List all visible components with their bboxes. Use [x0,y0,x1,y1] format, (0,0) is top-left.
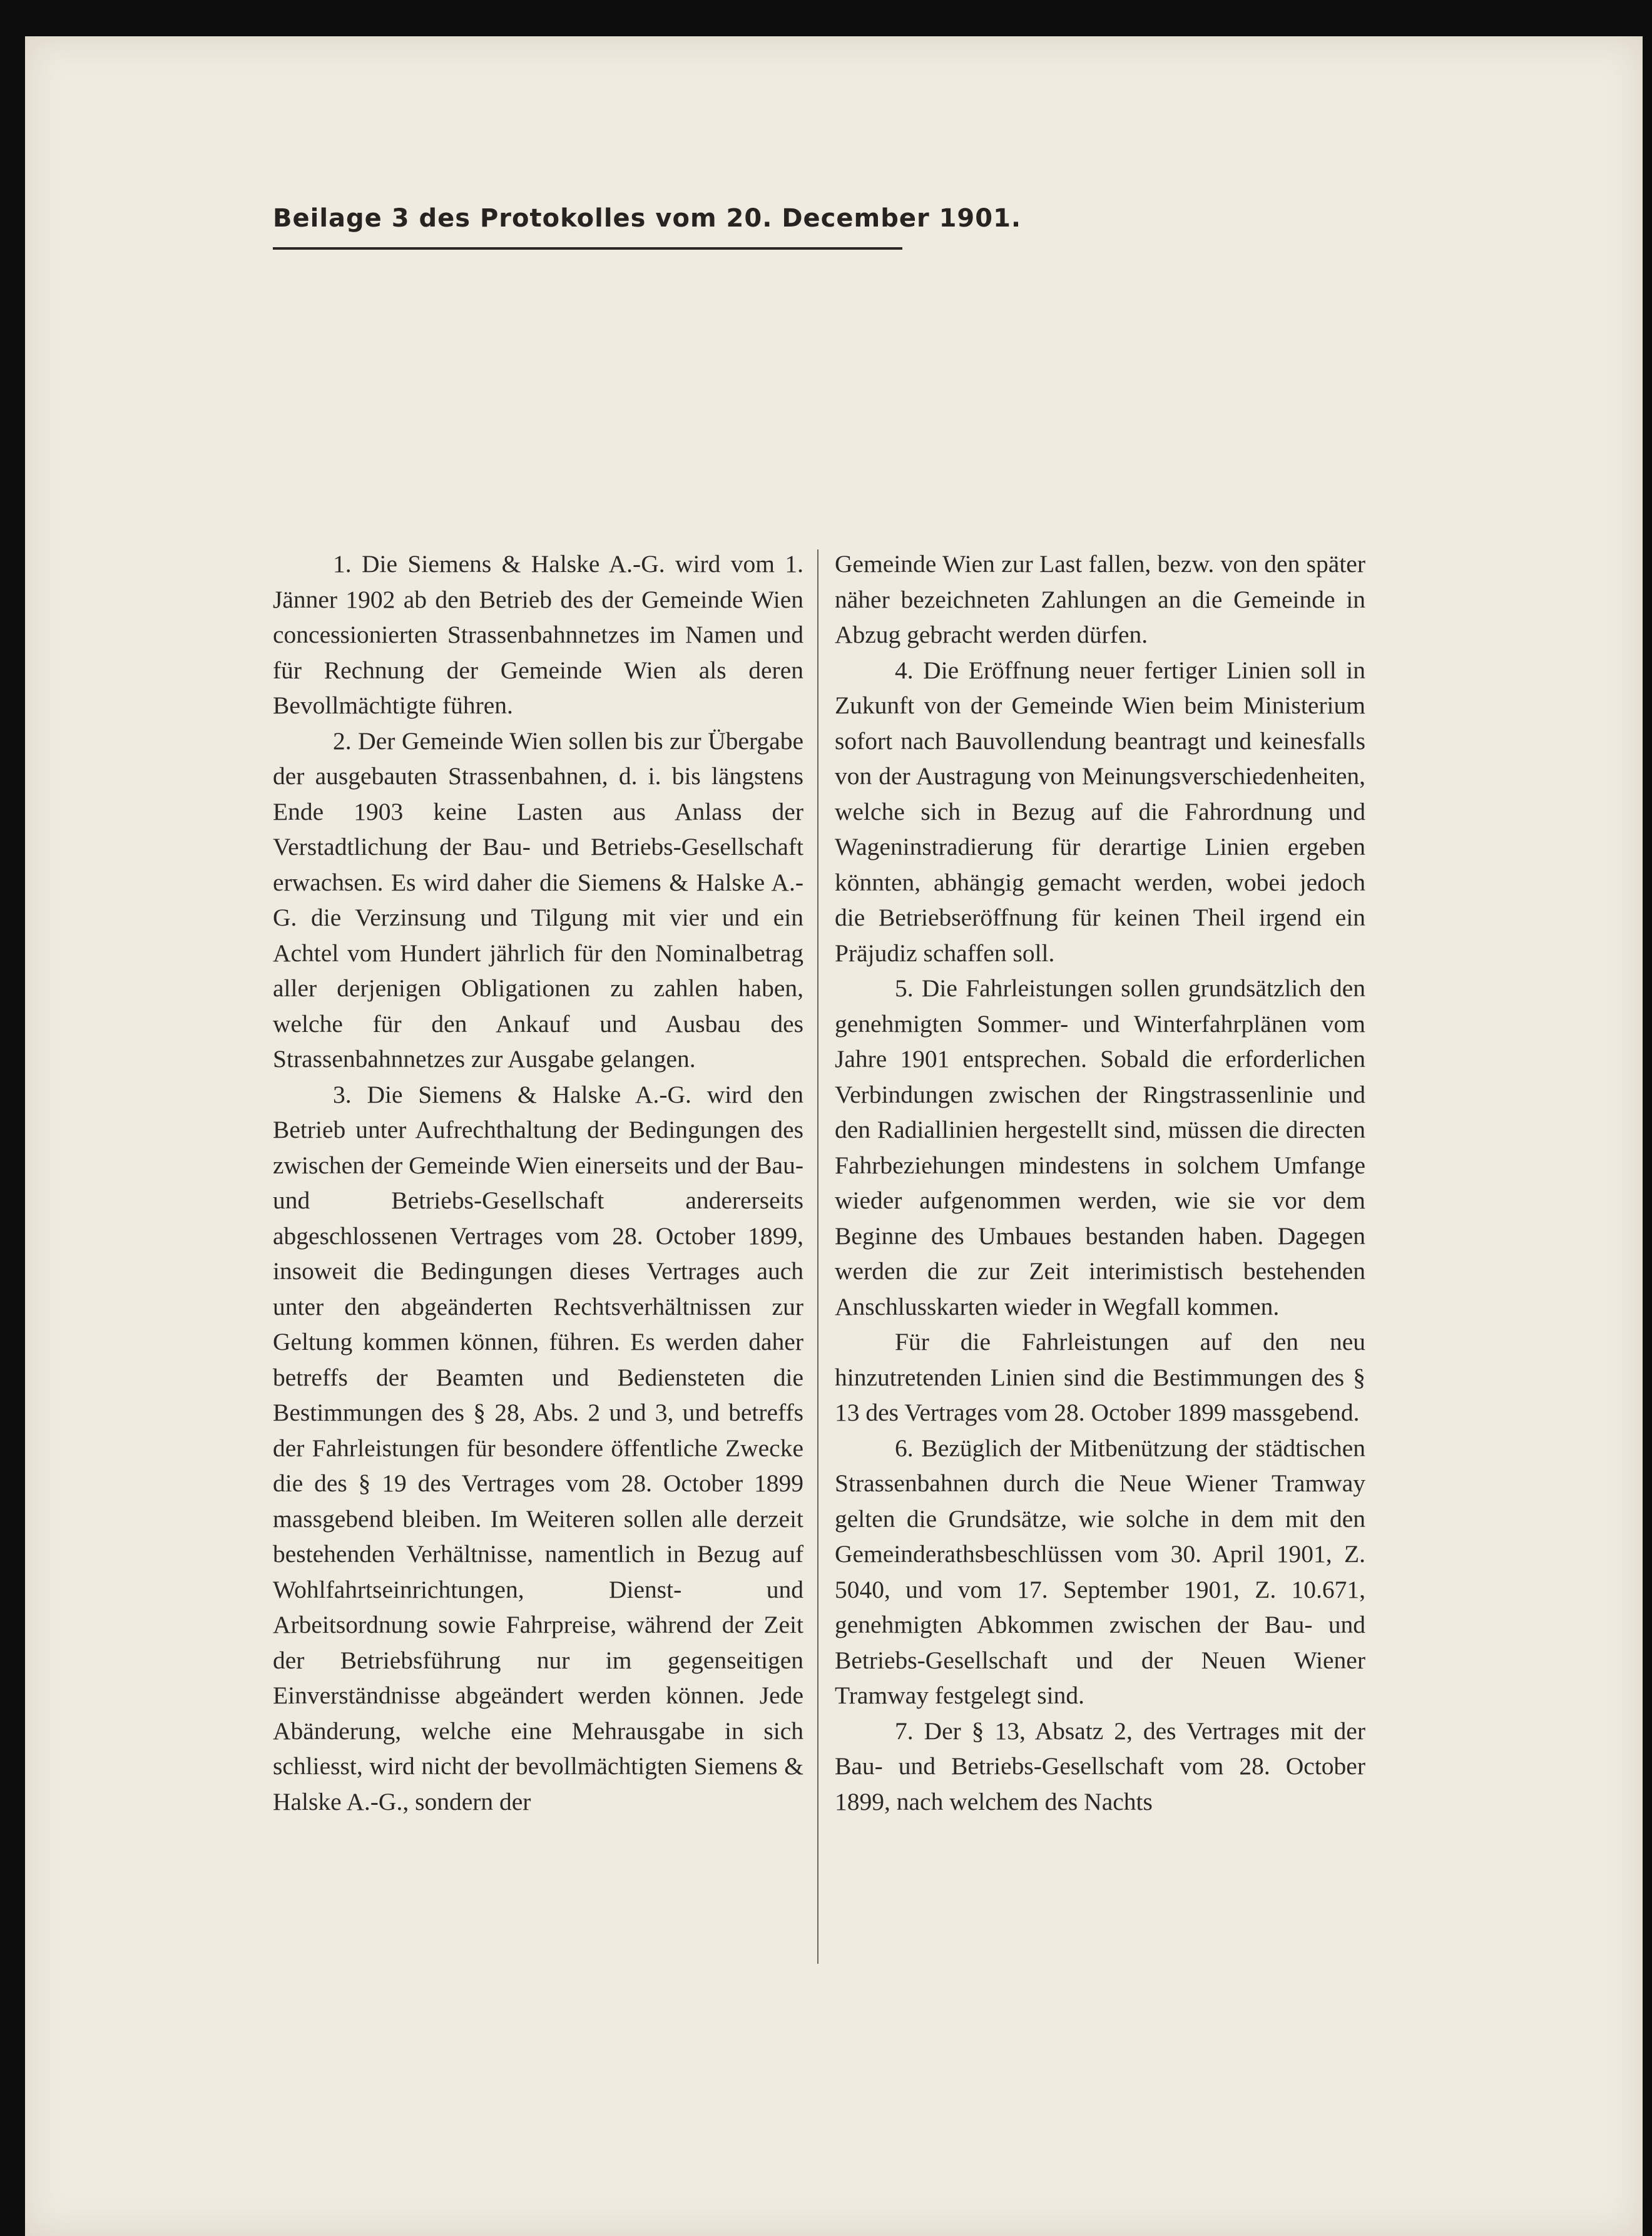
paragraph-2: 2. Der Gemeinde Wien sollen bis zur Übergabe der ausgebauten Strassenbahnen, d. i. bis längstens Ende 1903 keine Lasten aus Anlass der Verstadtlichung der Bau- und Betriebs-Gesellschaft erwachsen. Es wird daher die Siemens & Halske A.-G. die Verzinsung und Tilgung mit vier und ein Achtel vom Hundert jährlich für den Nominalbetrag aller derjenigen Obligationen zu zahlen haben, welche für den Ankauf und Ausbau des Strassenbahnnetzes zur Ausgabe gelangen. [273,727,803,1073]
paragraph-7: 7. Der § 13, Absatz 2, des Vertrages mit der Bau- und Betriebs-Gesellschaft vom 28. October 1899, nach welchem des Nachts [835,1717,1365,1815]
page-header: Beilage 3 des Protokolles vom 20. December 1901. [273,204,1022,233]
paragraph-1: 1. Die Siemens & Halske A.-G. wird vom 1. Jänner 1902 ab den Betrieb des der Gemeinde Wien concessionierten Strassenbahnnetzes im Namen und für Rechnung der Gemeinde Wien als deren Bevollmächtigte führen. [273,550,803,719]
document-page [25,36,1643,2236]
text-column-right [835,546,1365,1819]
paragraph-3-continuation: Gemeinde Wien zur Last fallen, bezw. von den später näher bezeichneten Zahlungen an die Gemeinde in Abzug gebracht werden dürfen. [835,550,1365,648]
paragraph-4: 4. Die Eröffnung neuer fertiger Linien soll in Zukunft von der Gemeinde Wien beim Ministerium sofort nach Bauvollendung beantragt und keinesfalls von der Austragung von Meinungsverschiedenheiten, welche sich in Bezug auf die Fahrordnung und Wageninstradierung für derartige Linien ergeben könnten, abhängig gemacht werden, wobei jedoch die Betriebseröffnung für keinen Theil irgend ein Präjudiz schaffen soll. [835,656,1365,967]
text-column-left [273,546,803,1819]
paragraph-5: 5. Die Fahrleistungen sollen grundsätzlich den genehmigten Sommer- und Winterfahrplänen vom Jahre 1901 entsprechen. Sobald die erforderlichen Verbindungen zwischen der Ringstrassenlinie und den Radiallinien hergestellt sind, müssen die directen Fahrbeziehungen mindestens in solchem Umfange wieder aufgenommen werden, wie sie vor dem Beginne des Umbaues bestanden haben. Dagegen werden die zur Zeit interimistisch bestehenden Anschlusskarten wieder in Wegfall kommen. [835,974,1365,1320]
header-underline [273,247,902,250]
paragraph-3: 3. Die Siemens & Halske A.-G. wird den Betrieb unter Aufrechthaltung der Bedingungen des zwischen der Gemeinde Wien einerseits und der Bau- und Betriebs-Gesellschaft andererseits abgeschlossenen Vertrages vom 28. October 1899, insoweit die Bedingungen dieses Vertrages auch unter den abgeänderten Rechtsverhältnissen zur Geltung kommen können, führen. Es werden daher betreffs der Beamten und Bediensteten die Bestimmungen des § 28, Abs. 2 und 3, und betreffs der Fahrleistungen für besondere öffentliche Zwecke die des § 19 des Vertrages vom 28. October 1899 massgebend bleiben. Im Weiteren sollen alle derzeit bestehenden Verhältnisse, namentlich in Bezug auf Wohlfahrtseinrichtungen, Dienst- und Arbeitsordnung sowie Fahrpreise, während der Zeit der Betriebsführung nur im gegenseitigen Einverständnisse abgeändert werden können. Jede Abänderung, welche eine Mehrausgabe in sich schliesst, wird nicht der bevollmächtigten Siemens & Halske A.-G., sondern der [273,1080,803,1815]
column-divider [817,549,818,1964]
paragraph-6: 6. Bezüglich der Mitbenützung der städtischen Strassenbahnen durch die Neue Wiener Tramway gelten die Grundsätze, wie solche in dem mit den Gemeinderathsbeschlüssen vom 30. April 1901, Z. 5040, und vom 17. September 1901, Z. 10.671, genehmigten Abkommen zwischen der Bau- und Betriebs-Gesellschaft und der Neuen Wiener Tramway festgelegt sind. [835,1434,1365,1709]
paragraph-5b: Für die Fahrleistungen auf den neu hinzutretenden Linien sind die Bestimmungen des § 13 des Vertrages vom 28. October 1899 massgebend. [835,1328,1365,1426]
